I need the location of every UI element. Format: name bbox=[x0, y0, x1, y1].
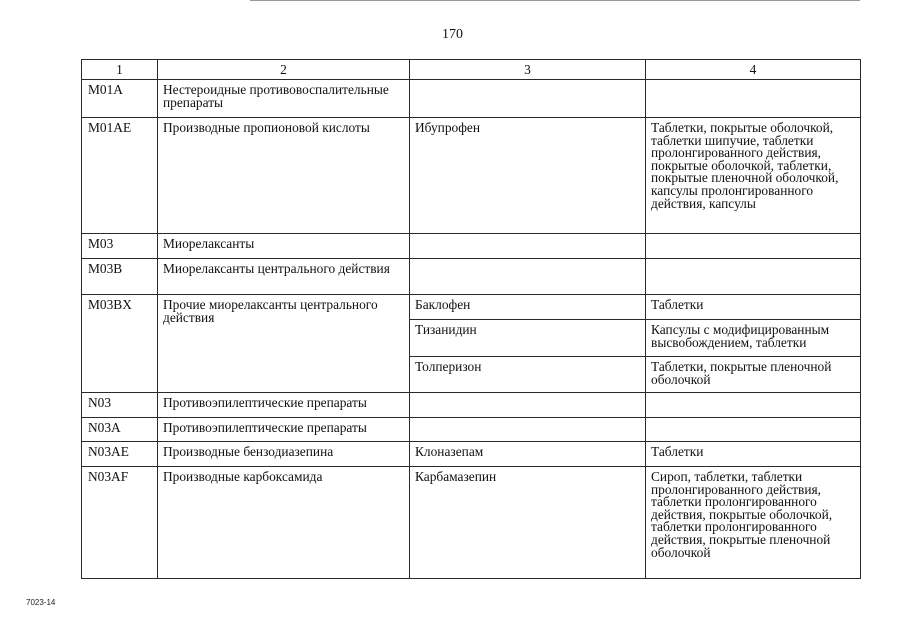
atc-code-cell: M03BX bbox=[82, 295, 158, 393]
column-header: 1 bbox=[82, 60, 158, 80]
table-row bbox=[82, 80, 861, 118]
drug-name-cell: Карбамазепин bbox=[410, 467, 646, 579]
drug-name-cell bbox=[410, 393, 646, 418]
drug-name-cell bbox=[410, 259, 646, 295]
atc-code-cell: N03A bbox=[82, 418, 158, 442]
drug-name-cell: Толперизон bbox=[410, 357, 646, 393]
group-name-cell: Противоэпилептические препараты bbox=[158, 418, 410, 442]
dosage-form-cell: Таблетки bbox=[646, 442, 861, 467]
drug-name-cell: Тизанидин bbox=[410, 320, 646, 357]
group-name-cell: Производные пропионовой кислоты bbox=[158, 118, 410, 234]
drug-name-cell: Баклофен bbox=[410, 295, 646, 320]
atc-code-cell: M03 bbox=[82, 234, 158, 259]
group-name-cell: Производные бензодиазепина bbox=[158, 442, 410, 467]
atc-code-cell: M01A bbox=[82, 80, 158, 118]
table-row bbox=[82, 259, 861, 295]
table-row bbox=[82, 442, 861, 467]
table-row bbox=[82, 295, 861, 320]
drug-name-cell bbox=[410, 80, 646, 118]
group-name-cell: Противоэпилептические препараты bbox=[158, 393, 410, 418]
document-code: 7023-14 bbox=[26, 598, 56, 607]
column-header: 2 bbox=[158, 60, 410, 80]
dosage-form-cell: Капсулы с модифицированным высвобождением, таблетки bbox=[646, 320, 861, 357]
table-row bbox=[82, 418, 861, 442]
table-row bbox=[82, 467, 861, 579]
atc-code-cell: M01AE bbox=[82, 118, 158, 234]
dosage-form-cell bbox=[646, 418, 861, 442]
dosage-form-cell: Таблетки, покрытые пленочной оболочкой bbox=[646, 357, 861, 393]
group-name-cell: Прочие миорелаксанты центрального действия bbox=[158, 295, 410, 393]
drug-name-cell: Клоназепам bbox=[410, 442, 646, 467]
group-name-cell: Миорелаксанты bbox=[158, 234, 410, 259]
group-name-cell: Миорелаксанты центрального действия bbox=[158, 259, 410, 295]
group-name-cell: Нестероидные противовоспалительные препараты bbox=[158, 80, 410, 118]
table-row bbox=[82, 234, 861, 259]
drug-name-cell bbox=[410, 418, 646, 442]
drug-name-cell bbox=[410, 234, 646, 259]
dosage-form-cell bbox=[646, 393, 861, 418]
table-row bbox=[82, 118, 861, 234]
atc-code-cell: N03AF bbox=[82, 467, 158, 579]
column-header: 4 bbox=[646, 60, 861, 80]
column-header: 3 bbox=[410, 60, 646, 80]
table-header-row bbox=[82, 60, 861, 80]
dosage-form-cell: Сироп, таблетки, таблетки пролонгированного действия, таблетки пролонгированного действия, покрытые оболочкой, таблетки пролонгированного действия, покрытые пленочной оболочкой bbox=[646, 467, 861, 579]
dosage-form-cell: Таблетки, покрытые оболочкой, таблетки шипучие, таблетки пролонгированного действия, покрытые оболочкой, таблетки, покрытые пленочной оболочкой, капсулы пролонгированного действия, капсулы bbox=[646, 118, 861, 234]
page-number: 170 bbox=[442, 27, 463, 42]
dosage-form-cell bbox=[646, 259, 861, 295]
top-rule bbox=[250, 0, 860, 1]
atc-code-cell: N03 bbox=[82, 393, 158, 418]
dosage-form-cell: Таблетки bbox=[646, 295, 861, 320]
group-name-cell: Производные карбоксамида bbox=[158, 467, 410, 579]
drug-name-cell: Ибупрофен bbox=[410, 118, 646, 234]
dosage-form-cell bbox=[646, 80, 861, 118]
atc-code-cell: M03B bbox=[82, 259, 158, 295]
drug-table bbox=[81, 59, 861, 579]
dosage-form-cell bbox=[646, 234, 861, 259]
atc-code-cell: N03AE bbox=[82, 442, 158, 467]
table-row bbox=[82, 393, 861, 418]
